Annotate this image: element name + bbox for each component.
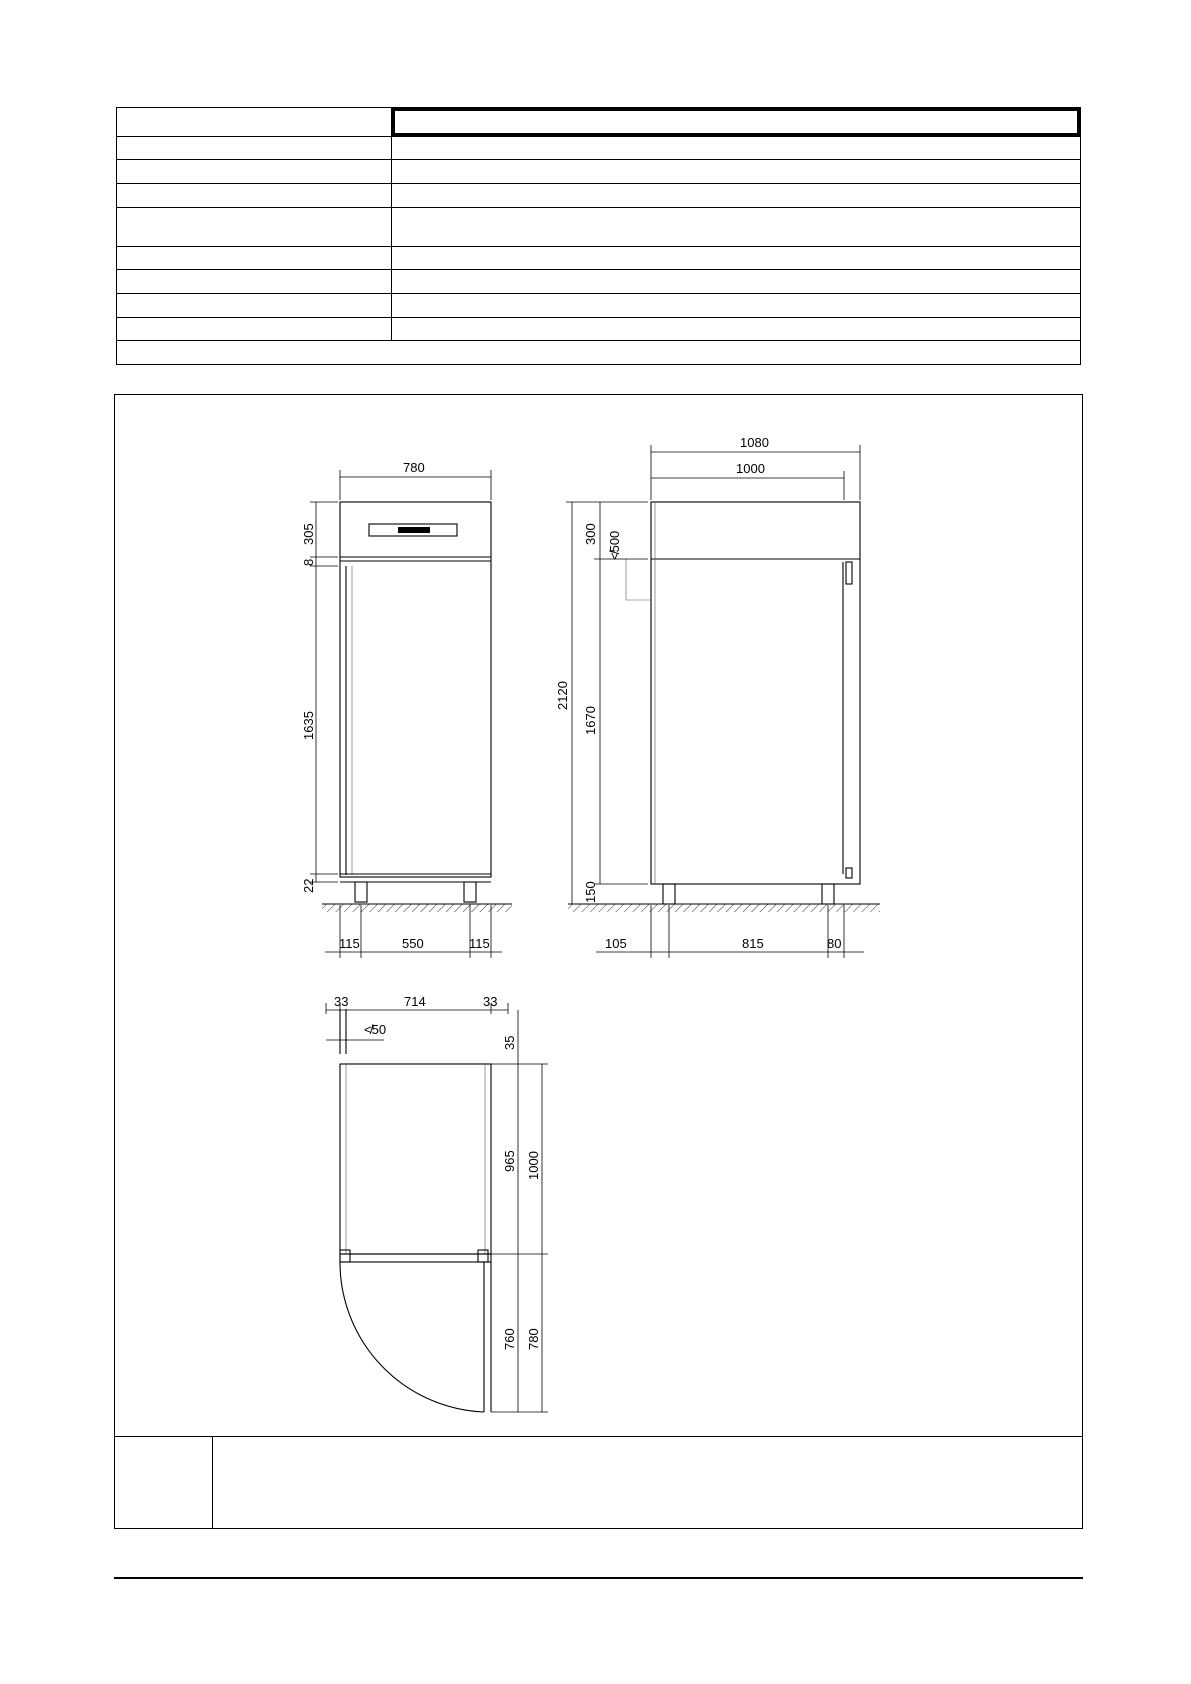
front-top-panel-label: 305	[301, 523, 316, 545]
side-leg-height-label: 150	[583, 881, 598, 903]
side-overall-depth-label: 1080	[740, 435, 769, 450]
side-foot-back	[663, 884, 675, 904]
front-gap-label: 8	[301, 558, 316, 566]
front-body	[340, 502, 491, 877]
side-back-offset-label: 105	[605, 936, 627, 951]
plan-door	[340, 1254, 491, 1262]
plan-view	[326, 994, 548, 1412]
side-floor-hatch	[568, 904, 880, 912]
plan-wall-clearance-label: ≮50	[364, 1022, 387, 1037]
front-view	[301, 460, 512, 958]
plan-left-margin-label: 33	[334, 994, 349, 1009]
floor-hatch	[322, 904, 512, 912]
foot-right	[464, 882, 476, 902]
side-body-height-label: 1670	[583, 706, 598, 735]
plan-inner-depth-label: 965	[502, 1150, 517, 1172]
side-total-height-label: 2120	[555, 681, 570, 710]
plan-body	[340, 1064, 491, 1254]
plan-body-depth-label: 1000	[526, 1151, 541, 1180]
plan-back-gap-label: 35	[502, 1035, 517, 1050]
foot-left	[355, 882, 367, 902]
side-clearance-label: ≮500	[607, 530, 622, 560]
plan-door-swing-outer-label: 780	[526, 1328, 541, 1350]
side-view	[555, 435, 880, 958]
side-foot-front	[822, 884, 834, 904]
footer-rule	[114, 1577, 1083, 1579]
front-feet-left-label: 115	[339, 936, 360, 951]
plan-door-swing-inner-label: 760	[502, 1328, 517, 1350]
plan-right-margin-label: 33	[483, 994, 498, 1009]
front-width-label: 780	[403, 460, 425, 475]
side-body-depth-label: 1000	[736, 461, 765, 476]
display-icon	[398, 527, 430, 533]
side-leg-spacing-label: 815	[742, 936, 764, 951]
front-feet-center-label: 550	[402, 936, 424, 951]
hinge-top	[846, 562, 852, 584]
front-foot-height-label: 22	[301, 878, 316, 893]
side-top-panel-label: 300	[583, 523, 598, 545]
plan-inner-width-label: 714	[404, 994, 426, 1009]
front-door-height-label: 1635	[301, 711, 316, 740]
door-swing-arc	[340, 1262, 484, 1412]
side-front-offset-label: 80	[827, 936, 842, 951]
front-feet-right-label: 115	[469, 936, 490, 951]
hinge-bottom	[846, 868, 852, 878]
